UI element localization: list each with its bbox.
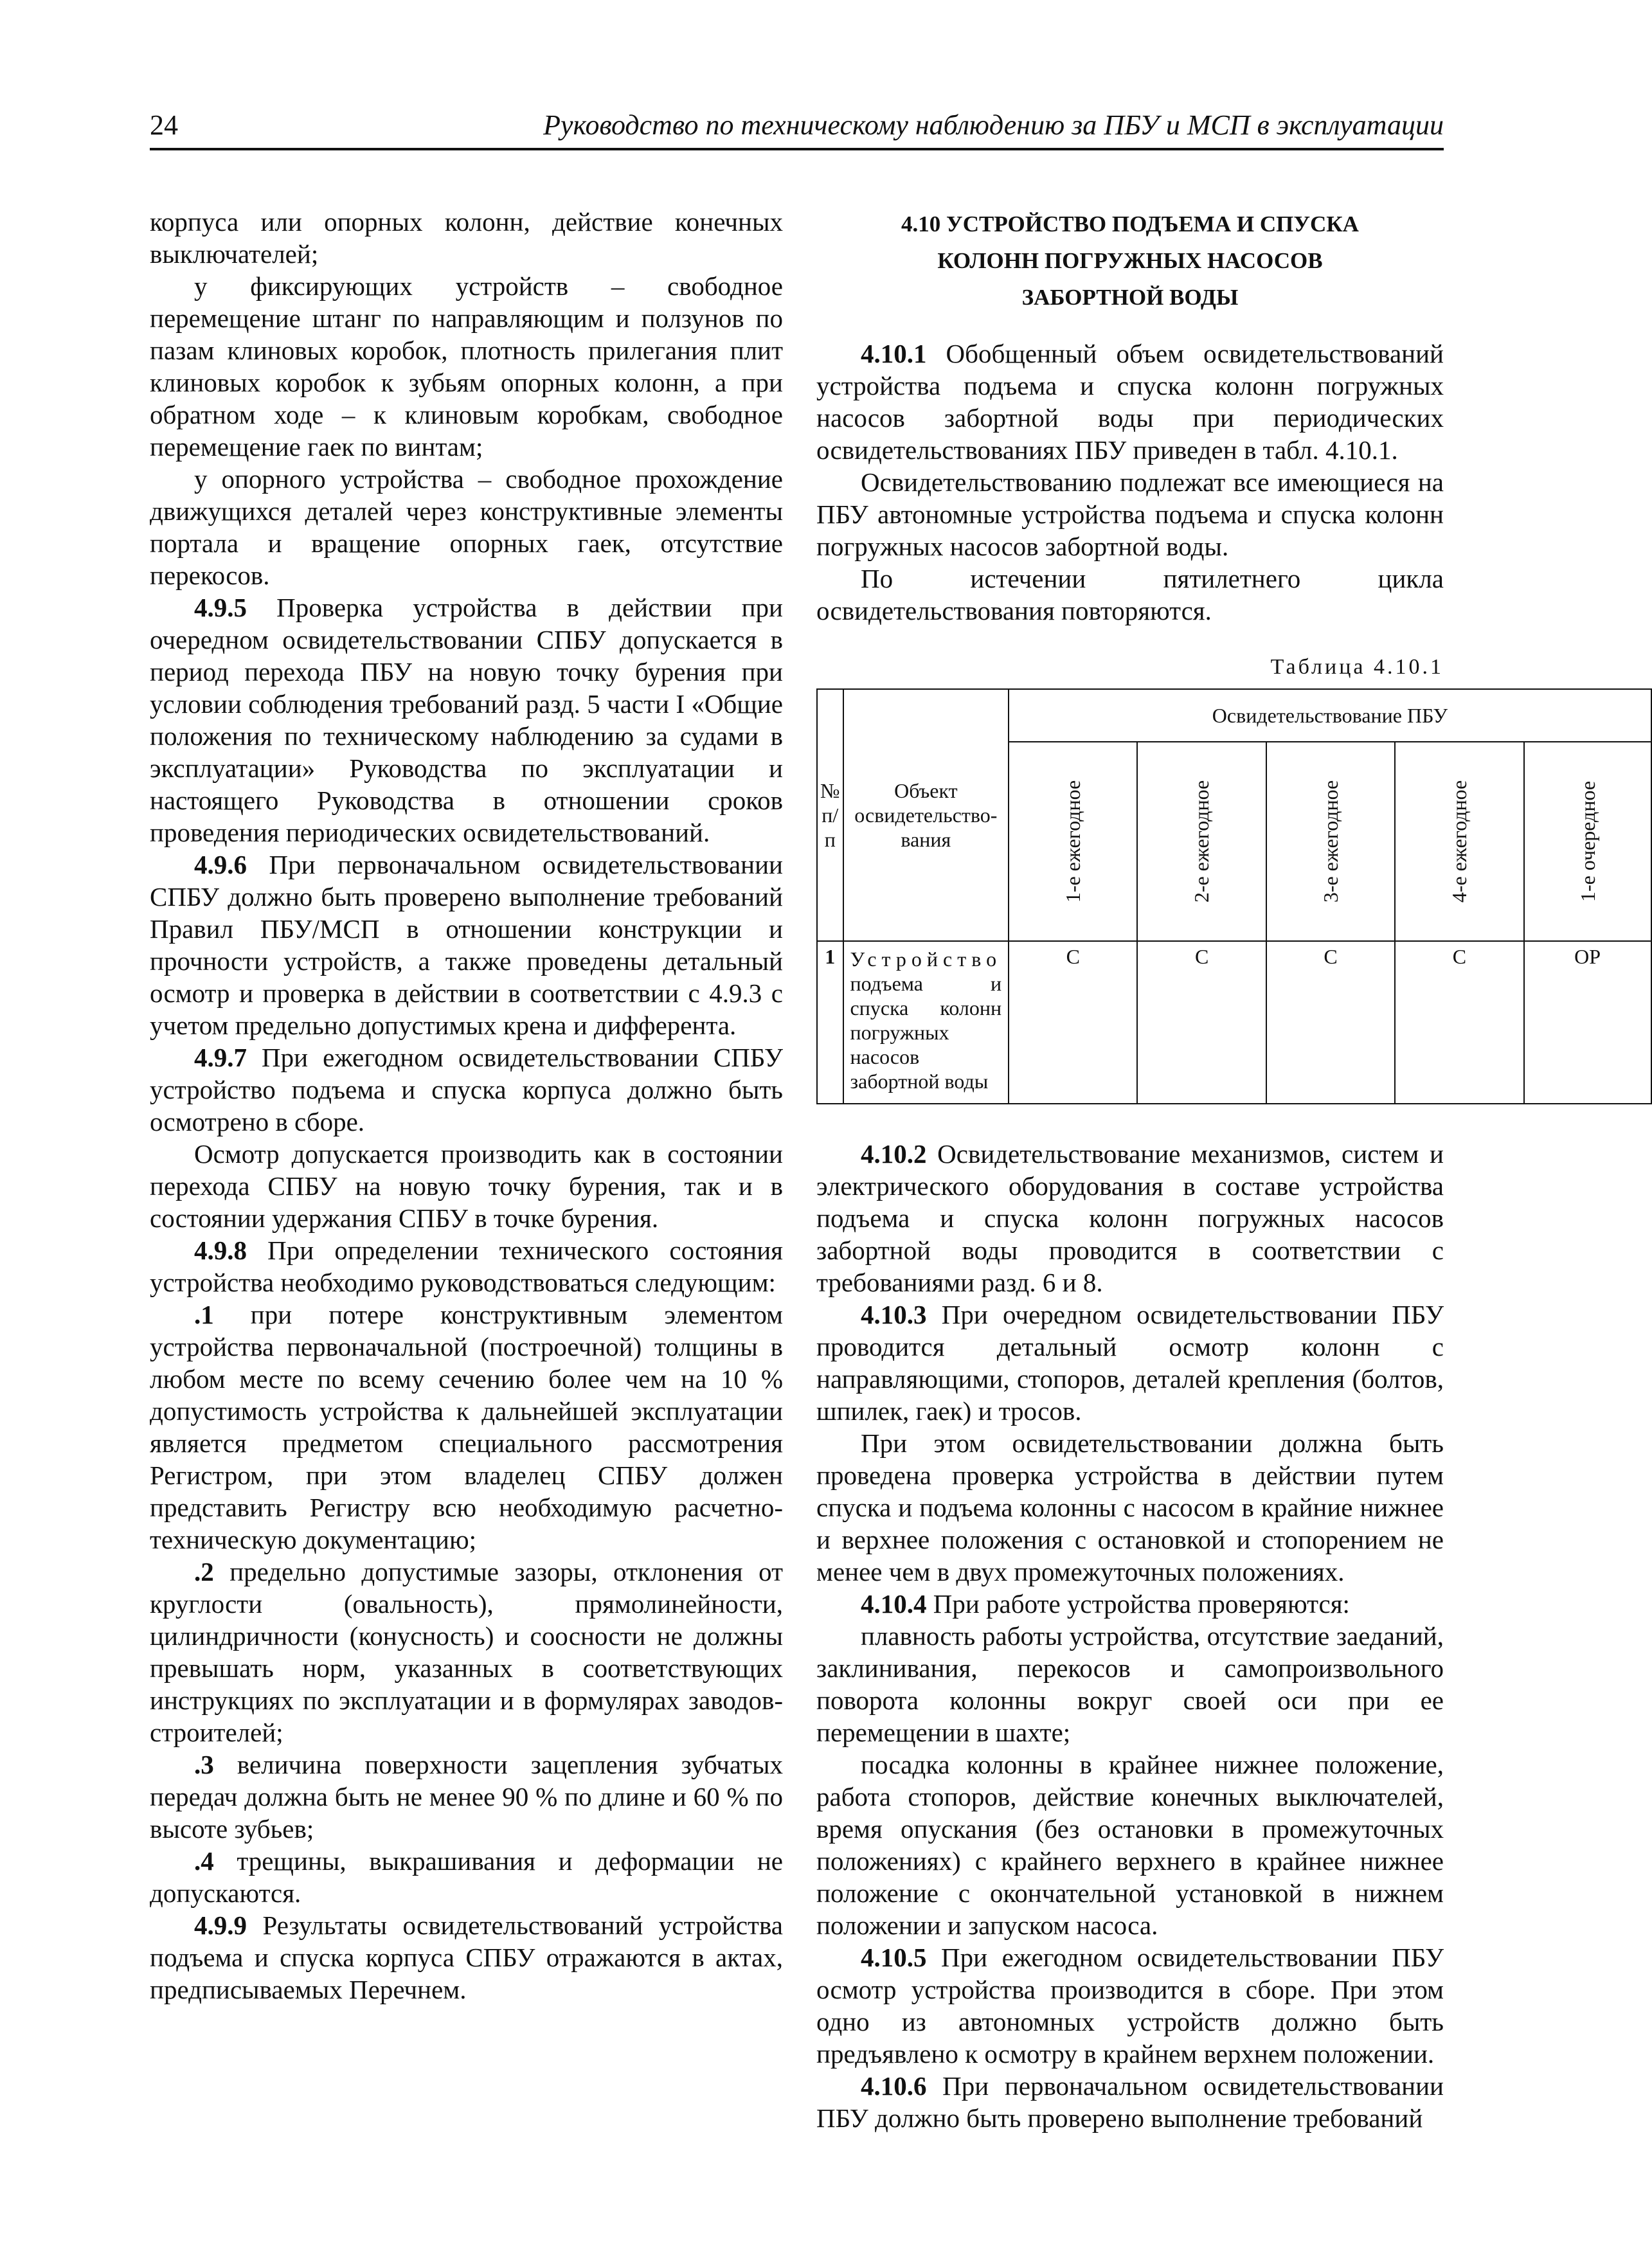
list-item-4 — [150, 1845, 783, 1909]
subheader-cell: 4-е ежегодное — [1395, 742, 1523, 941]
table-cell: С — [1137, 941, 1266, 1104]
paragraph-4-10-6 — [816, 2070, 1444, 2134]
clause-number: 4.9.7 — [194, 1043, 247, 1072]
clause-number: 4.9.9 — [194, 1910, 247, 1940]
table-caption: Таблица 4.10.1 — [1270, 655, 1444, 679]
clause-text: При очередном освидетельствовании ПБУ проводится детальный осмотр колонн с направляющими, стопоров, деталей крепления (болтов, шпилек, гаек) и тросов. — [816, 1300, 1444, 1426]
paragraph: плавность работы устройства, отсутствие заеданий, заклинивания, перекосов и самопроизвольного поворота колонны вокруг своей оси при ее перемещении в шахте; — [816, 1621, 1444, 1747]
table-cell: С — [1009, 941, 1137, 1104]
clause-text: При первоначальном освидетельствовании СПБУ должно быть проверено выполнение требований Правил ПБУ/МСП в отношении конструкции и прочности устройств, а также проведены детальный осмотр и проверка в действии в соответствии с 4.9.3 с учетом предельно допустимых крена и дифферента. — [150, 850, 783, 1040]
table-cell: С — [1266, 941, 1395, 1104]
section-title-line: ЗАБОРТНОЙ ВОДЫ — [1021, 285, 1239, 310]
list-item-2 — [150, 1556, 783, 1748]
paragraph: Осмотр допускается производить как в состоянии перехода СПБУ на новую точку бурения, так и в состоянии удержания СПБУ в точке бурения. — [150, 1139, 783, 1233]
item-number: .3 — [194, 1750, 214, 1779]
paragraph-4-9-6 — [150, 849, 783, 1041]
clause-number: 4.9.8 — [194, 1235, 247, 1265]
paragraph-4-10-1 — [816, 337, 1444, 466]
paragraph: По истечении пятилетнего цикла освидетельствования повторяются. — [816, 564, 1444, 625]
survey-table — [816, 688, 1652, 1104]
header-object: Объект освидетельство-вания — [843, 689, 1009, 941]
right-column — [816, 206, 1601, 2134]
subheader-cell: 1-е очередное — [1524, 742, 1651, 941]
table-row — [817, 941, 1651, 1104]
header-no: № п/п — [817, 689, 843, 941]
paragraph: у опорного устройства – свободное прохождение движущихся деталей через конструктивные элементы портала и вращение опорных гаек, отсутствие перекосов. — [150, 464, 783, 590]
table-cell: ОР — [1524, 941, 1651, 1104]
clause-text: При определении технического состояния устройства необходимо руководствоваться следующим: — [150, 1235, 783, 1297]
item-text: при потере конструктивным элементом устройства первоначальной (построечной) толщины в любом месте по всему сечению более чем на 10 % допустимость устройства к дальнейшей эксплуатации является предметом специального рассмотрения Регистром, при этом владелец СПБУ должен представить Регистру всю необходимую расчетно-техническую документацию; — [150, 1300, 783, 1554]
paragraph-4-9-5 — [150, 591, 783, 849]
row-object: Устройство подъема и спуска колонн погружных насосов забортной воды — [843, 941, 1009, 1104]
clause-text: При работе устройства проверяются: — [926, 1589, 1350, 1619]
table-header-row — [817, 689, 1651, 742]
section-title-line: КОЛОНН ПОГРУЖНЫХ НАСОСОВ — [937, 248, 1323, 273]
subheader-cell: 1-е ежегодное — [1009, 742, 1137, 941]
subheader-cell: 2-е ежегодное — [1137, 742, 1266, 941]
item-text: величина поверхности зацепления зубчатых передач должна быть не менее 90 % по длине и 60 % по высоте зубьев; — [150, 1750, 783, 1844]
paragraph: корпуса или опорных колонн, действие конечных выключателей; — [150, 207, 783, 269]
paragraph: у фиксирующих устройств – свободное перемещение штанг по направляющим и ползунов по пазам клиновых коробок, плотность прилегания плит клиновых коробок к зубьям опорных колонн, а при обратном ходе – к клиновым коробкам, свободное перемещение гаек по винтам; — [150, 271, 783, 462]
paragraph-4-9-8 — [150, 1234, 783, 1298]
clause-text: Результаты освидетельствований устройства подъема и спуска корпуса СПБУ отражаются в актах, предписываемых Перечнем. — [150, 1910, 783, 2004]
row-number: 1 — [817, 941, 843, 1104]
item-text: трещины, выкрашивания и деформации не допускаются. — [150, 1846, 783, 1908]
clause-number: 4.9.6 — [194, 850, 247, 879]
section-title-line: 4.10 УСТРОЙСТВО ПОДЪЕМА И СПУСКА — [901, 211, 1359, 237]
paragraph-4-10-3 — [816, 1298, 1444, 1427]
header-group: Освидетельствование ПБУ — [1009, 689, 1651, 742]
item-number: .2 — [194, 1557, 214, 1586]
clause-number: 4.10.5 — [861, 1943, 927, 1972]
page-header — [150, 103, 1444, 150]
section-title — [816, 206, 1444, 316]
clause-text: Освидетельствование механизмов, систем и электрического оборудования в составе устройства подъема и спуска колонн погружных насосов забортной воды проводится в соответствии с требованиями разд. 6 и 8. — [816, 1139, 1444, 1297]
clause-text: Обобщенный объем освидетельствований устройства подъема и спуска колонн погружных насосов забортной воды при периодических освидетельствованиях ПБУ приведен в табл. 4.10.1. — [816, 339, 1444, 465]
paragraph: посадка колонны в крайнее нижнее положение, работа стопоров, действие конечных выключателей, время опускания (без остановки в промежуточных положениях) с крайнего верхнего в крайнее нижнее положение с окончательной установкой в нижнем положении и запуском насоса. — [816, 1750, 1444, 1940]
paragraph: При этом освидетельствовании должна быть проведена проверка устройства в действии путем спуска и подъема колонны с насосом в крайние нижнее и верхнее положения с остановкой и стопорением не менее чем в двух промежуточных положениях. — [816, 1428, 1444, 1586]
clause-text: При ежегодном освидетельствовании СПБУ устройство подъема и спуска корпуса должно быть осмотрено в сборе. — [150, 1043, 783, 1136]
running-title: Руководство по техническому наблюдению за ПБУ и МСП в эксплуатации — [543, 109, 1444, 141]
item-text: предельно допустимые зазоры, отклонения от круглости (овальность), прямолинейности, цилиндричности (конусность) и соосности не должны превышать норм, указанных в соответствующих инструкциях по эксплуатации и в формулярах заводов-строителей; — [150, 1557, 783, 1747]
item-number: .4 — [194, 1846, 214, 1876]
paragraph-4-10-2 — [816, 1138, 1444, 1298]
table-cell: С — [1395, 941, 1523, 1104]
clause-text: При ежегодном освидетельствовании ПБУ осмотр устройства производится в сборе. При этом одно из автономных устройств должно быть предъявлено к осмотру в крайнем верхнем положении. — [816, 1943, 1444, 2069]
paragraph-4-9-7 — [150, 1041, 783, 1138]
clause-number: 4.9.5 — [194, 593, 247, 622]
paragraph-4-10-4 — [816, 1588, 1444, 1620]
list-item-1 — [150, 1298, 783, 1556]
paragraph-4-10-5 — [816, 1941, 1444, 2070]
clause-number: 4.10.6 — [861, 2071, 927, 2101]
clause-text: Проверка устройства в действии при очередном освидетельствовании СПБУ допускается в период перехода ПБУ на новую точку бурения при условии соблюдения требований разд. 5 части I «Общие положения по техническому наблюдению за судами в эксплуатации» Руководства по эксплуатации и настоящего Руководства в отношении сроков проведения периодических освидетельствований. — [150, 593, 783, 847]
clause-number: 4.10.3 — [861, 1300, 927, 1329]
left-column — [150, 206, 783, 2006]
list-item-3 — [150, 1748, 783, 1845]
subheader-cell: 3-е ежегодное — [1266, 742, 1395, 941]
clause-number: 4.10.4 — [861, 1589, 927, 1619]
clause-number: 4.10.1 — [861, 339, 927, 368]
paragraph-4-9-9 — [150, 1909, 783, 2006]
clause-text: При первоначальном освидетельствовании ПБУ должно быть проверено выполнение требований — [816, 2071, 1444, 2133]
clause-number: 4.10.2 — [861, 1139, 927, 1169]
paragraph: Освидетельствованию подлежат все имеющиеся на ПБУ автономные устройства подъема и спуска колонн погружных насосов забортной воды. — [816, 467, 1444, 561]
item-number: .1 — [194, 1300, 214, 1329]
page-number: 24 — [150, 109, 178, 141]
